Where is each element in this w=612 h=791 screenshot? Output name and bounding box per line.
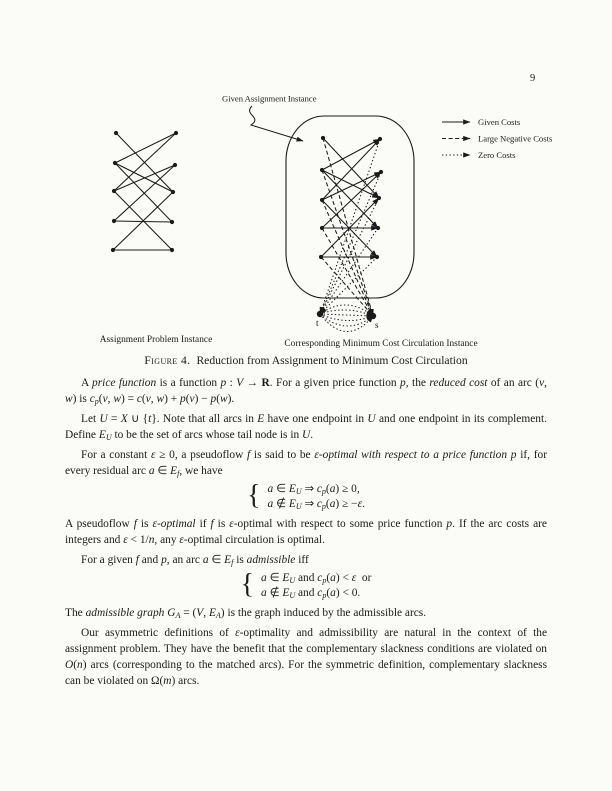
formula-line: a ∈ $E_U$ and $c_p(a) < \varepsilon$ or [261,572,372,585]
graph-node [112,219,116,223]
right-graph-caption: Corresponding Minimum Cost Circulation Instance [284,339,478,349]
assignment-edge [115,133,176,163]
assignment-edge [114,165,175,221]
paragraph-admissible-graph: The admissible graph $G_A = (V$, $E_A$) is the graph induced by the admissible arcs. [65,607,427,620]
figure-caption [65,354,547,367]
node-t-label: t [316,318,319,328]
legend-label: Given Costs [478,117,521,128]
graph-node [173,163,177,167]
assignment-edge [114,221,172,222]
large-negative-cost-edge [322,200,373,316]
formula-line: a ∉ $E_U$ ⇒ $c_p(a) \ge -\varepsilon$. [267,498,365,511]
node-s-label: s [375,320,379,330]
paragraph-admissible: For a given f and p, an arc a ∈ $E_f$ is admissible iff [81,554,309,567]
graph-node [320,198,324,202]
graph-node [114,131,118,135]
figure-4-diagram [0,85,612,355]
assignment-edge [114,133,176,191]
legend-label: Zero Costs [478,150,516,161]
given-cost-edge [322,139,380,200]
paragraph-epsilon-optimal: For a constant ε ≥ 0, a pseudoflow f is said to be ε-optimal with respect to a price function p if, for every residual arc a ∈ $E_f$, we have [65,449,547,478]
graph-node [321,136,325,140]
formula-admissibility [65,571,547,601]
circulation-boundary [286,116,414,298]
node-t [317,311,323,317]
body-text [65,371,547,689]
assignment-edge [115,163,173,192]
paragraph-price-function: A price function is a function p : V → R. For a given price function p, the reduced cost of an arc (v, w) is $c_p(v$, w) = c(v, w) + p(v) − p(w). [65,377,547,406]
left-graph-caption: Assignment Problem Instance [99,335,213,345]
zero-cost-edge [320,172,381,314]
graph-node [170,248,174,252]
formula-line: a ∈ $E_U$ ⇒ $c_p(a) \ge 0$, [267,483,360,496]
zero-cost-edge [320,139,380,314]
graph-node [112,189,116,193]
left-brace: { [247,480,261,511]
formula-epsilon-optimality [65,482,547,512]
graph-node [174,131,178,135]
page-number: 9 [530,73,536,84]
graph-node [378,137,382,141]
paragraph-set-u: Let U = X ∪ {t}. Note that all arcs in E have one endpoint in U and one endpoint in its complement. Define $E_U$ to be the set of arcs whose tail node is in U. [65,413,547,442]
graph-node [377,196,381,200]
paragraph-asymmetric: Our asymmetric definitions of ε-optimality and admissibility are natural in the context of the assignment problem. They have the benefit that the complementary slackness conditions are violated on O(n) arcs (corresponding to the matched arcs). For the symmetric definition, complementary slackness can be violated on Ω(m) arcs. [65,627,547,687]
assignment-edge [115,163,172,222]
graph-node [320,226,324,230]
given-cost-edge [322,170,379,198]
left-brace: { [240,569,255,600]
zero-cost-edge [320,228,378,314]
graph-node [319,255,323,259]
pointer-label: Given Assignment Instance [222,93,317,104]
node-s [370,313,376,319]
graph-node [171,190,175,194]
zero-cost-arc [320,314,373,316]
figure-caption-text: Reduction from Assignment to Minimum Cost Circulation [196,354,468,367]
large-negative-cost-edge [322,228,373,316]
graph-node [113,161,117,165]
graph-node [170,220,174,224]
assignment-edge [114,165,175,191]
legend-label: Large Negative Costs [478,133,553,144]
graph-node [376,226,380,230]
formula-line: a ∉ $E_U$ and $c_p(a) < 0$. [261,587,361,600]
graph-node [375,255,379,259]
graph-node [379,170,383,174]
pointer-arrow [250,106,303,141]
graph-node [320,168,324,172]
paragraph-pseudoflow: A pseudoflow f is ε-optimal if f is ε-optimal with respect to some price function p. If the arc costs are integers and ε < 1/n, any ε-optimal circulation is optimal. [65,518,547,546]
figure-caption-label: Figure 4. [144,354,191,367]
graph-node [111,248,115,252]
